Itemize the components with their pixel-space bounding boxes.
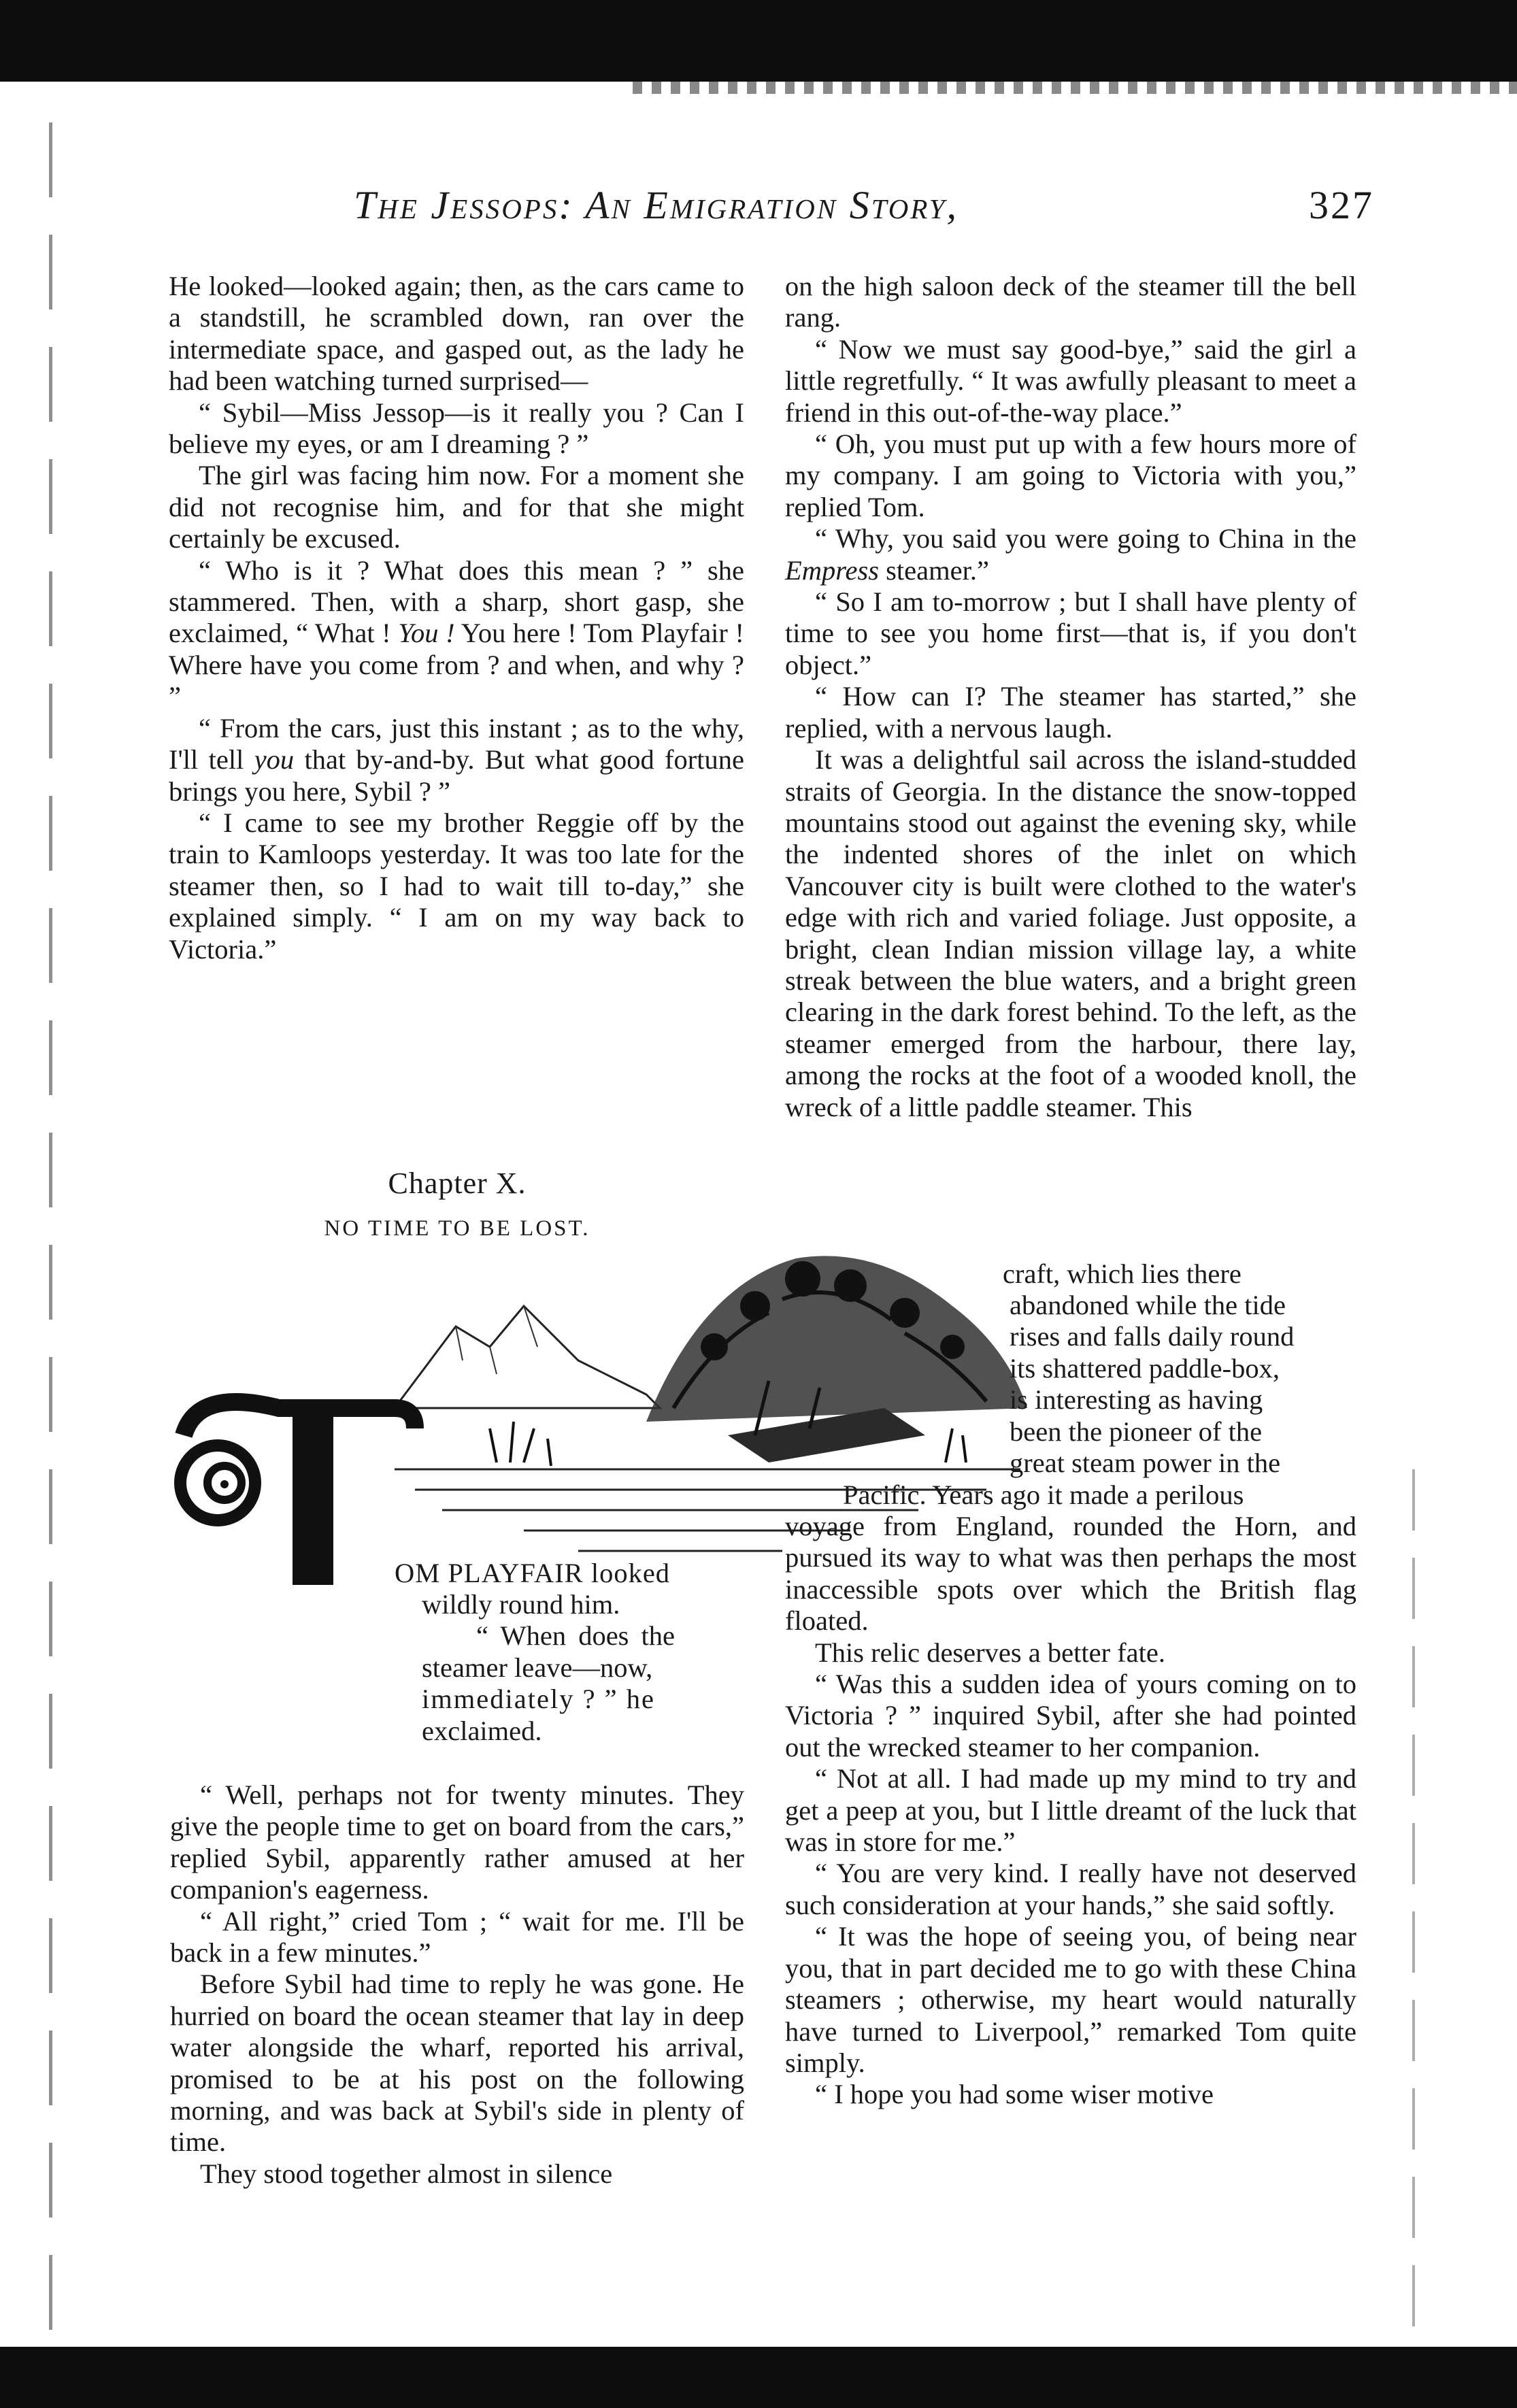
- left-column-lower: [170, 1779, 744, 2190]
- drop-cap-line: immediately ? ” he: [422, 1684, 655, 1714]
- scan-edge-noise: [633, 82, 1517, 94]
- paragraph: on the high saloon deck of the steamer till the bell rang.: [785, 271, 1356, 333]
- paragraph: Before Sybil had time to reply he was gone. He hurried on board the ocean steamer that lay in deep water alongside the wharf, reported his arrival, promised to be at his post on the following morning, and was back at Sybil's side in plenty of time.: [170, 1969, 744, 2158]
- paragraph: “ It was the hope of seeing you, of being near you, that in part decided me to go with these China steamers ; otherwise, my heart would naturally have turned to Liverpool,” remarked Tom quite simply.: [785, 1921, 1356, 2078]
- right-column-upper: [785, 271, 1356, 1123]
- paragraph: “ Not at all. I had made up my mind to try and get a peep at you, but I little dreamt of the luck that was in store for me.”: [785, 1763, 1356, 1858]
- paragraph: “ From the cars, just this instant ; as to the why, I'll tell you that by-and-by. But what good fortune brings you here, Sybil ? ”: [169, 712, 744, 807]
- wrapped-line: been the pioneer of the: [1010, 1416, 1263, 1447]
- paragraph: This relic deserves a better fate.: [815, 1637, 1165, 1668]
- italic-word: you: [254, 744, 295, 775]
- running-head: [354, 182, 1374, 237]
- paragraph: “ Sybil—Miss Jessop—is it really you ? Can I believe my eyes, or am I dreaming ? ”: [169, 397, 744, 460]
- paragraph: “ Was this a sudden idea of yours coming on to Victoria ? ” inquired Sybil, after she had pointed out the wrecked steamer to her companion.: [785, 1669, 1356, 1762]
- paragraph: “ Oh, you must put up with a few hours more of my company. I am going to Victoria with you,” replied Tom.: [785, 429, 1356, 522]
- wrapped-line: great steam power in the: [1010, 1448, 1281, 1478]
- paragraph: It was a delightful sail across the island-studded straits of Georgia. In the distance the snow-topped mountains stood out against the evening sky, while the indented shores of the inlet on which Vancouver city is built were clothed to the water's edge with rich and varied foliage. Just opposite, a bright, clean Indian mission village lay, a white streak between the blue waters, and a bright green clearing in the dark forest behind. To the left, as the steamer emerged from the harbour, there lay, among the rocks at the foot of a wooded knoll, the wreck of a little paddle steamer. This: [785, 744, 1356, 1122]
- paragraph: “ Now we must say good-bye,” said the girl a little regretfully. “ It was awfully pleasant to meet a friend in this out-of-the-way place.”: [785, 333, 1356, 428]
- drop-cap-line: OM PLAYFAIR looked: [395, 1558, 671, 1588]
- drop-cap-line: “ When does the: [476, 1620, 676, 1651]
- paragraph: “ Why, you said you were going to China in the Empress steamer.”: [785, 523, 1356, 586]
- paragraph: “ How can I? The steamer has started,” she replied, with a nervous laugh.: [785, 681, 1356, 743]
- right-column-lower: [785, 1511, 1356, 2111]
- drop-cap-line: wildly round him.: [422, 1589, 620, 1620]
- wrapped-line: rises and falls daily round: [1010, 1321, 1295, 1352]
- wrapped-line: craft, which lies there: [1003, 1258, 1241, 1289]
- paragraph: “ I came to see my brother Reggie off by the train to Kamloops yesterday. It was too late for the steamer then, so I had to wait till to-day,” she explained simply. “ I am on my way back to Victoria.”: [169, 807, 744, 965]
- paragraph: “ All right,” cried Tom ; “ wait for me. I'll be back in a few minutes.”: [170, 1905, 744, 1969]
- drop-cap-line: exclaimed.: [422, 1716, 542, 1746]
- wrapped-line: its shattered paddle-box,: [1010, 1353, 1280, 1384]
- wrapped-line: Pacific. Years ago it made a perilous: [843, 1479, 1244, 1510]
- bottom-scan-band: [0, 2347, 1517, 2408]
- chapter-title: Chapter X.: [388, 1167, 527, 1200]
- chapter-subtitle: NO TIME TO BE LOST.: [324, 1216, 590, 1241]
- paragraph: “ I hope you had some wiser motive: [815, 2079, 1214, 2110]
- paragraph: “ Who is it ? What does this mean ? ” she stammered. Then, with a sharp, short gasp, she exclaimed, “ What ! You ! You here ! Tom Playfair ! Where have you come from ? and when, and why ? ”: [169, 554, 744, 712]
- italic-word: You !: [398, 618, 455, 649]
- paragraph: The girl was facing him now. For a moment she did not recognise him, and for that she might certainly be excused.: [169, 460, 744, 554]
- left-margin-rule: [49, 122, 52, 2347]
- drop-cap-t: [180, 1402, 415, 1585]
- wrapped-line: abandoned while the tide: [1010, 1290, 1286, 1320]
- page-number: 327: [1309, 183, 1374, 227]
- right-margin-rule: [1412, 1469, 1415, 2333]
- paragraph: They stood together almost in silence: [200, 2158, 613, 2189]
- paragraph: “ You are very kind. I really have not deserved such consideration at your hands,” she said softly.: [785, 1858, 1356, 1920]
- paragraph: “ Well, perhaps not for twenty minutes. They give the people time to get on board from the cars,” replied Sybil, apparently rather amused at her companion's eagerness.: [170, 1779, 744, 1905]
- running-title: The Jessops: An Emigration Story,: [354, 183, 958, 227]
- top-scan-band: [0, 0, 1517, 82]
- paragraph: voyage from England, rounded the Horn, and pursued its way to what was then perhaps the most inaccessible spots over which the British flag floated.: [785, 1511, 1356, 1637]
- left-column-upper: [169, 271, 744, 965]
- paragraph: He looked—looked again; then, as the cars came to a standstill, he scrambled down, ran over the intermediate space, and gasped out, as the lady he had been watching turned surprised—: [169, 271, 744, 397]
- italic-word: Empress: [785, 554, 879, 586]
- drop-cap-line: steamer leave—now,: [422, 1652, 653, 1683]
- wrapped-line: is interesting as having: [1010, 1384, 1263, 1415]
- paragraph: “ So I am to-morrow ; but I shall have plenty of time to see you home first—that is, if you don't object.”: [785, 586, 1356, 680]
